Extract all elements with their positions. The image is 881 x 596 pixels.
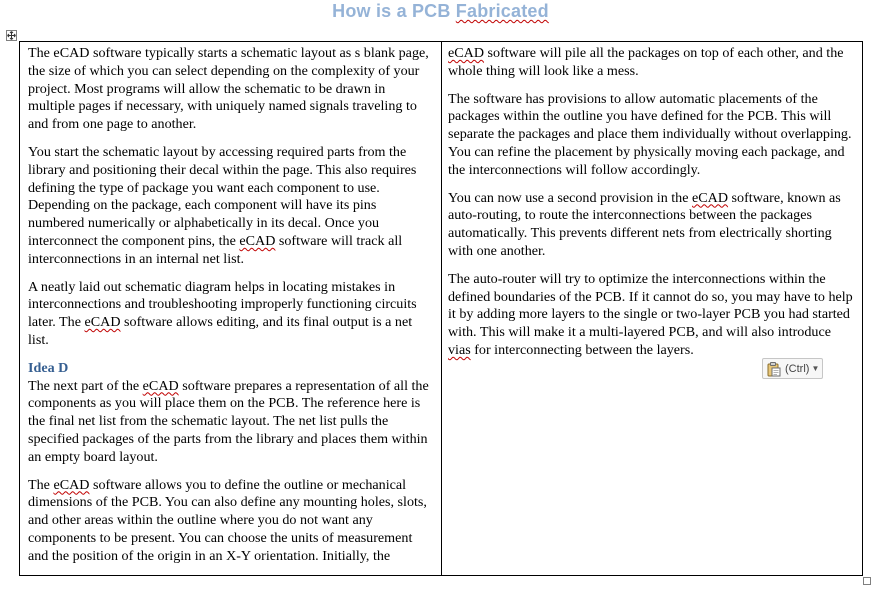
text-run: software allows editing, and its final output is a net list.: [28, 314, 413, 348]
text-run: software will pile all the packages on top of each other, and the whole thing will look like a mess.: [448, 45, 844, 79]
paragraph: [28, 279, 435, 350]
text-run: The auto-router will try to optimize the interconnections within the defined boundaries of the PCB. If it cannot do so, you may have to help it by adding more layers to the single or two-layer PCB you had started with. This will make it a multi-layered PCB, and will also introduce: [448, 270, 853, 341]
text-run: You start the schematic layout by accessing required parts from the library and positioning their decal within the page. This also requires defining the type of package you want each component to use. Depending on the package, each component will have its pins numbered numerically or alphabetically in its decal. Once you interconnect the component pins, the: [28, 143, 417, 249]
document-title: [0, 1, 881, 22]
text-run: software allows you to define the outline or mechanical dimensions of the PCB. You can also define any mounting holes, slots, and other areas within the outline where you do not want any components to be present. You can choose the units of measurement and the position of the origin in an X-Y orientation. Initially, the: [28, 476, 427, 564]
clipboard-icon: [766, 361, 782, 377]
paragraph: [448, 271, 856, 360]
spelling-flagged-word[interactable]: eCAD: [239, 232, 276, 249]
spelling-flagged-word[interactable]: eCAD: [84, 314, 121, 331]
section-heading: Idea D: [28, 359, 69, 376]
paste-options-button[interactable]: [762, 358, 823, 379]
text-run: A neatly laid out schematic diagram helps in locating mistakes in interconnections and troubleshooting improperly functioning circuits later. The: [28, 278, 417, 331]
paragraph: [448, 190, 856, 261]
paragraph: [28, 144, 435, 269]
table-resize-handle[interactable]: [863, 577, 871, 585]
title-flagged-word[interactable]: Fabricated: [455, 1, 549, 21]
text-run: for interconnecting between the layers.: [470, 341, 694, 358]
paste-options-label: (Ctrl): [785, 362, 810, 375]
text-run: software will track all interconnections in an internal net list.: [28, 232, 403, 267]
title-text: How is a PCB: [332, 1, 456, 21]
paragraph: [28, 477, 435, 566]
move-arrows-icon: [7, 31, 16, 40]
spelling-flagged-word[interactable]: vias: [448, 341, 471, 358]
spelling-flagged-word[interactable]: eCAD: [448, 45, 485, 61]
text-run: The software has provisions to allow automatic placements of the packages within the outline you have defined for the PCB. This will separate the packages and place them individually without overlapping. You can refine the placement by physically moving each package, and the interconnections will follow accordingly.: [448, 90, 852, 178]
text-run: The: [28, 476, 54, 493]
text-run: software, known as auto-routing, to route the interconnections between the packages automatically. This prevents different nets from electrically shorting with one another.: [448, 189, 841, 259]
text-run: The eCAD software typically starts a schematic layout as s blank page, the size of which you can select depending on the complexity of your project. Most programs will allow the schematic to be drawn in multiple pages if necessary, with uniquely named signals traveling to and from one page to another.: [28, 45, 429, 133]
spelling-flagged-word[interactable]: eCAD: [53, 476, 90, 493]
paragraph: [28, 45, 435, 134]
paragraph: [28, 378, 435, 467]
spelling-flagged-word[interactable]: eCAD: [142, 377, 179, 394]
spelling-flagged-word[interactable]: eCAD: [692, 189, 729, 206]
text-run: software prepares a representation of all the components as you will place them on the PCB. The reference here is the final net list from the schematic layout. The net list pulls the specified packages of the parts from the library and places them within an empty board layout.: [28, 377, 429, 465]
document-table[interactable]: [19, 41, 863, 576]
paragraph: [448, 45, 856, 81]
table-move-handle[interactable]: [6, 30, 17, 41]
table-cell-left[interactable]: [20, 42, 442, 575]
text-run: You can now use a second provision in the: [448, 189, 693, 206]
table-cell-right[interactable]: [442, 42, 862, 575]
text-run: The next part of the: [28, 377, 143, 394]
chevron-down-icon: ▼: [811, 364, 820, 373]
paragraph: [448, 91, 856, 180]
